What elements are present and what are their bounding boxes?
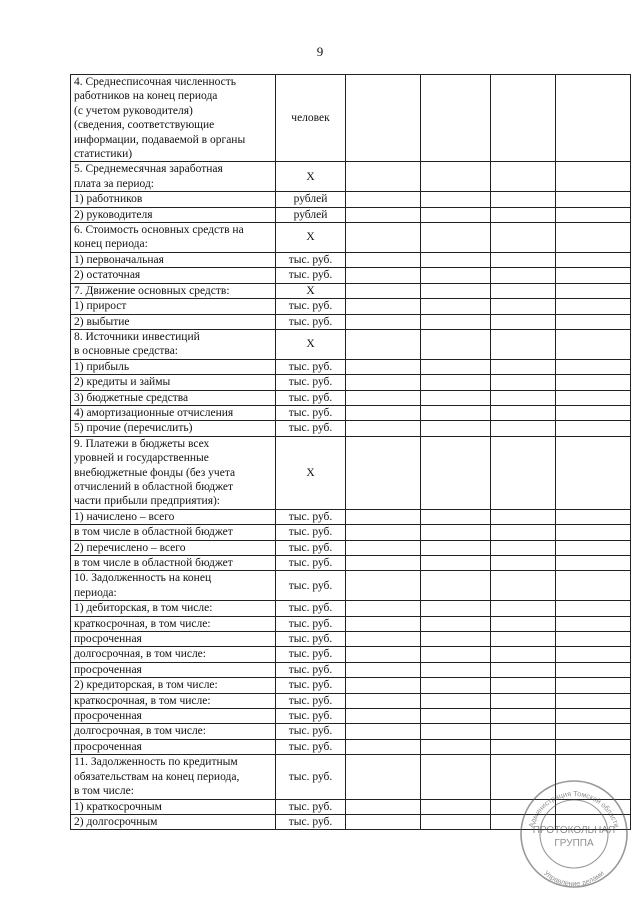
row-unit: тыс. руб. xyxy=(276,814,346,829)
value-cell xyxy=(421,75,491,162)
row-label: краткосрочная, в том числе: xyxy=(71,693,276,708)
value-cell xyxy=(421,359,491,374)
value-cell xyxy=(556,75,631,162)
value-cell xyxy=(556,647,631,662)
row-label: в том числе в областной бюджет xyxy=(71,525,276,540)
value-cell xyxy=(421,540,491,555)
row-label: краткосрочная, в том числе: xyxy=(71,616,276,631)
value-cell xyxy=(421,647,491,662)
table-row xyxy=(71,314,631,329)
table-row xyxy=(71,390,631,405)
value-cell xyxy=(491,632,556,647)
table-row xyxy=(71,359,631,374)
value-cell xyxy=(556,283,631,298)
value-cell xyxy=(491,601,556,616)
stamp-center-text-1: ПРОТОКОЛЬНАЯ xyxy=(532,825,616,836)
value-cell xyxy=(346,359,421,374)
value-cell xyxy=(556,192,631,207)
value-cell xyxy=(556,421,631,436)
value-cell xyxy=(346,375,421,390)
value-cell xyxy=(491,268,556,283)
value-cell xyxy=(421,314,491,329)
table-row xyxy=(71,525,631,540)
row-label: 1) начислено – всего xyxy=(71,509,276,524)
table-row xyxy=(71,252,631,267)
table-row xyxy=(71,616,631,631)
value-cell xyxy=(556,162,631,192)
value-cell xyxy=(491,75,556,162)
row-label: 2) кредиты и займы xyxy=(71,375,276,390)
row-unit: X xyxy=(276,283,346,298)
row-unit: тыс. руб. xyxy=(276,509,346,524)
row-label: долгосрочная, в том числе: xyxy=(71,647,276,662)
value-cell xyxy=(346,632,421,647)
value-cell xyxy=(491,525,556,540)
value-cell xyxy=(421,192,491,207)
value-cell xyxy=(346,314,421,329)
row-unit: тыс. руб. xyxy=(276,390,346,405)
value-cell xyxy=(421,299,491,314)
value-cell xyxy=(556,329,631,359)
row-label: просроченная xyxy=(71,662,276,677)
row-unit: тыс. руб. xyxy=(276,299,346,314)
row-unit: тыс. руб. xyxy=(276,693,346,708)
stamp-ring-text-top: Администрация Томской области xyxy=(526,788,622,829)
value-cell xyxy=(346,405,421,420)
row-unit: тыс. руб. xyxy=(276,540,346,555)
value-cell xyxy=(556,556,631,571)
value-cell xyxy=(346,436,421,509)
row-unit: тыс. руб. xyxy=(276,709,346,724)
row-unit: тыс. руб. xyxy=(276,314,346,329)
row-unit: человек xyxy=(276,75,346,162)
value-cell xyxy=(491,162,556,192)
value-cell xyxy=(421,252,491,267)
table-row xyxy=(71,299,631,314)
table-row xyxy=(71,329,631,359)
row-unit: X xyxy=(276,436,346,509)
table-row xyxy=(71,509,631,524)
row-unit: тыс. руб. xyxy=(276,268,346,283)
value-cell xyxy=(421,436,491,509)
value-cell xyxy=(346,525,421,540)
value-cell xyxy=(346,329,421,359)
row-unit: X xyxy=(276,329,346,359)
value-cell xyxy=(491,739,556,754)
value-cell xyxy=(346,739,421,754)
table-row xyxy=(71,540,631,555)
value-cell xyxy=(556,739,631,754)
value-cell xyxy=(346,616,421,631)
value-cell xyxy=(556,223,631,253)
row-label: просроченная xyxy=(71,739,276,754)
table-row xyxy=(71,436,631,509)
row-unit: тыс. руб. xyxy=(276,755,346,799)
value-cell xyxy=(491,207,556,222)
value-cell xyxy=(421,709,491,724)
value-cell xyxy=(346,299,421,314)
value-cell xyxy=(491,709,556,724)
value-cell xyxy=(556,724,631,739)
value-cell xyxy=(346,162,421,192)
value-cell xyxy=(346,223,421,253)
value-cell xyxy=(346,662,421,677)
value-cell xyxy=(421,632,491,647)
value-cell xyxy=(421,799,491,814)
row-label: 11. Задолженность по кредитным обязательствам на конец периода, в том числе: xyxy=(71,755,276,799)
value-cell xyxy=(346,556,421,571)
value-cell xyxy=(421,525,491,540)
value-cell xyxy=(556,540,631,555)
value-cell xyxy=(421,739,491,754)
value-cell xyxy=(491,192,556,207)
value-cell xyxy=(491,678,556,693)
value-cell xyxy=(491,329,556,359)
table-row xyxy=(71,268,631,283)
value-cell xyxy=(556,709,631,724)
value-cell xyxy=(421,223,491,253)
value-cell xyxy=(421,556,491,571)
value-cell xyxy=(556,525,631,540)
row-unit: рублей xyxy=(276,207,346,222)
table-row xyxy=(71,601,631,616)
value-cell xyxy=(491,252,556,267)
value-cell xyxy=(556,299,631,314)
row-label: 2) выбытие xyxy=(71,314,276,329)
value-cell xyxy=(491,436,556,509)
row-unit: тыс. руб. xyxy=(276,632,346,647)
row-unit: тыс. руб. xyxy=(276,405,346,420)
table-row xyxy=(71,662,631,677)
value-cell xyxy=(346,421,421,436)
table-row xyxy=(71,283,631,298)
table-body xyxy=(71,75,631,830)
value-cell xyxy=(556,662,631,677)
value-cell xyxy=(491,405,556,420)
value-cell xyxy=(491,299,556,314)
row-label: долгосрочная, в том числе: xyxy=(71,724,276,739)
value-cell xyxy=(346,799,421,814)
value-cell xyxy=(556,693,631,708)
value-cell xyxy=(491,375,556,390)
table-row xyxy=(71,405,631,420)
value-cell xyxy=(556,616,631,631)
table-row xyxy=(71,724,631,739)
value-cell xyxy=(346,390,421,405)
row-label: 9. Платежи в бюджеты всех уровней и государственные внебюджетные фонды (без учета отчислений в областной бюджет части прибыли предприятия): xyxy=(71,436,276,509)
value-cell xyxy=(346,207,421,222)
value-cell xyxy=(556,405,631,420)
row-label: 1) работников xyxy=(71,192,276,207)
table-row xyxy=(71,709,631,724)
row-label: просроченная xyxy=(71,709,276,724)
table-row xyxy=(71,207,631,222)
value-cell xyxy=(346,571,421,601)
row-unit: тыс. руб. xyxy=(276,616,346,631)
value-cell xyxy=(556,678,631,693)
table-row xyxy=(71,75,631,162)
row-unit: тыс. руб. xyxy=(276,739,346,754)
stamp-center-text-2: ГРУППА xyxy=(554,838,594,849)
value-cell xyxy=(421,283,491,298)
value-cell xyxy=(491,390,556,405)
value-cell xyxy=(421,678,491,693)
row-label: в том числе в областной бюджет xyxy=(71,556,276,571)
table-row xyxy=(71,647,631,662)
value-cell xyxy=(346,540,421,555)
page-number: 9 xyxy=(316,44,324,59)
value-cell xyxy=(421,509,491,524)
table-row xyxy=(71,678,631,693)
row-label: 3) бюджетные средства xyxy=(71,390,276,405)
report-form-table xyxy=(70,74,631,830)
row-label: 5. Среднемесячная заработная плата за период: xyxy=(71,162,276,192)
value-cell xyxy=(421,162,491,192)
value-cell xyxy=(556,268,631,283)
value-cell xyxy=(346,647,421,662)
value-cell xyxy=(556,436,631,509)
value-cell xyxy=(346,678,421,693)
value-cell xyxy=(556,375,631,390)
row-label: 2) руководителя xyxy=(71,207,276,222)
row-label: 1) краткосрочным xyxy=(71,799,276,814)
value-cell xyxy=(421,421,491,436)
row-unit: X xyxy=(276,223,346,253)
row-unit: тыс. руб. xyxy=(276,556,346,571)
value-cell xyxy=(491,662,556,677)
value-cell xyxy=(421,724,491,739)
row-label: 1) прибыль xyxy=(71,359,276,374)
table-row xyxy=(71,375,631,390)
row-unit: тыс. руб. xyxy=(276,647,346,662)
value-cell xyxy=(346,814,421,829)
row-unit: рублей xyxy=(276,192,346,207)
value-cell xyxy=(346,724,421,739)
stamp-ring-text-bottom: Управление делами xyxy=(542,868,606,889)
row-unit: тыс. руб. xyxy=(276,799,346,814)
row-unit: тыс. руб. xyxy=(276,525,346,540)
value-cell xyxy=(556,601,631,616)
value-cell xyxy=(556,314,631,329)
table-row xyxy=(71,693,631,708)
value-cell xyxy=(491,556,556,571)
value-cell xyxy=(491,571,556,601)
row-label: просроченная xyxy=(71,632,276,647)
value-cell xyxy=(556,509,631,524)
value-cell xyxy=(491,509,556,524)
table-row xyxy=(71,571,631,601)
row-label: 6. Стоимость основных средств на конец периода: xyxy=(71,223,276,253)
row-label: 4. Среднесписочная численность работников на конец периода (с учетом руководителя) (сведения, соответствующие информации, подаваемой в органы статистики) xyxy=(71,75,276,162)
value-cell xyxy=(556,359,631,374)
value-cell xyxy=(421,375,491,390)
value-cell xyxy=(556,207,631,222)
value-cell xyxy=(491,223,556,253)
table-row xyxy=(71,632,631,647)
value-cell xyxy=(491,540,556,555)
table-row xyxy=(71,162,631,192)
value-cell xyxy=(421,616,491,631)
value-cell xyxy=(556,390,631,405)
value-cell xyxy=(491,314,556,329)
value-cell xyxy=(421,662,491,677)
value-cell xyxy=(346,283,421,298)
row-label: 10. Задолженность на конец периода: xyxy=(71,571,276,601)
value-cell xyxy=(421,693,491,708)
stamp xyxy=(518,778,630,890)
value-cell xyxy=(491,359,556,374)
row-unit: X xyxy=(276,162,346,192)
value-cell xyxy=(421,207,491,222)
row-unit: тыс. руб. xyxy=(276,678,346,693)
value-cell xyxy=(346,601,421,616)
value-cell xyxy=(346,693,421,708)
value-cell xyxy=(491,647,556,662)
value-cell xyxy=(346,509,421,524)
table-row xyxy=(71,192,631,207)
row-unit: тыс. руб. xyxy=(276,252,346,267)
value-cell xyxy=(421,571,491,601)
value-cell xyxy=(421,814,491,829)
row-label: 1) прирост xyxy=(71,299,276,314)
value-cell xyxy=(346,75,421,162)
row-label: 2) остаточная xyxy=(71,268,276,283)
value-cell xyxy=(421,390,491,405)
value-cell xyxy=(491,724,556,739)
value-cell xyxy=(421,405,491,420)
value-cell xyxy=(421,601,491,616)
row-label: 2) долгосрочным xyxy=(71,814,276,829)
table-row xyxy=(71,421,631,436)
table-row xyxy=(71,223,631,253)
row-label: 1) первоначальная xyxy=(71,252,276,267)
value-cell xyxy=(346,268,421,283)
row-unit: тыс. руб. xyxy=(276,359,346,374)
row-unit: тыс. руб. xyxy=(276,662,346,677)
value-cell xyxy=(421,329,491,359)
value-cell xyxy=(346,709,421,724)
row-label: 8. Источники инвестиций в основные средства: xyxy=(71,329,276,359)
row-unit: тыс. руб. xyxy=(276,421,346,436)
row-label: 4) амортизационные отчисления xyxy=(71,405,276,420)
value-cell xyxy=(346,252,421,267)
value-cell xyxy=(556,252,631,267)
value-cell xyxy=(556,571,631,601)
value-cell xyxy=(491,283,556,298)
row-label: 5) прочие (перечислить) xyxy=(71,421,276,436)
row-unit: тыс. руб. xyxy=(276,601,346,616)
value-cell xyxy=(491,616,556,631)
value-cell xyxy=(556,632,631,647)
row-unit: тыс. руб. xyxy=(276,375,346,390)
row-label: 7. Движение основных средств: xyxy=(71,283,276,298)
row-unit: тыс. руб. xyxy=(276,724,346,739)
value-cell xyxy=(421,268,491,283)
value-cell xyxy=(491,421,556,436)
row-unit: тыс. руб. xyxy=(276,571,346,601)
value-cell xyxy=(491,693,556,708)
value-cell xyxy=(346,192,421,207)
row-label: 2) кредиторская, в том числе: xyxy=(71,678,276,693)
value-cell xyxy=(346,755,421,799)
table-row xyxy=(71,739,631,754)
row-label: 2) перечислено – всего xyxy=(71,540,276,555)
value-cell xyxy=(421,755,491,799)
table-row xyxy=(71,556,631,571)
row-label: 1) дебиторская, в том числе: xyxy=(71,601,276,616)
